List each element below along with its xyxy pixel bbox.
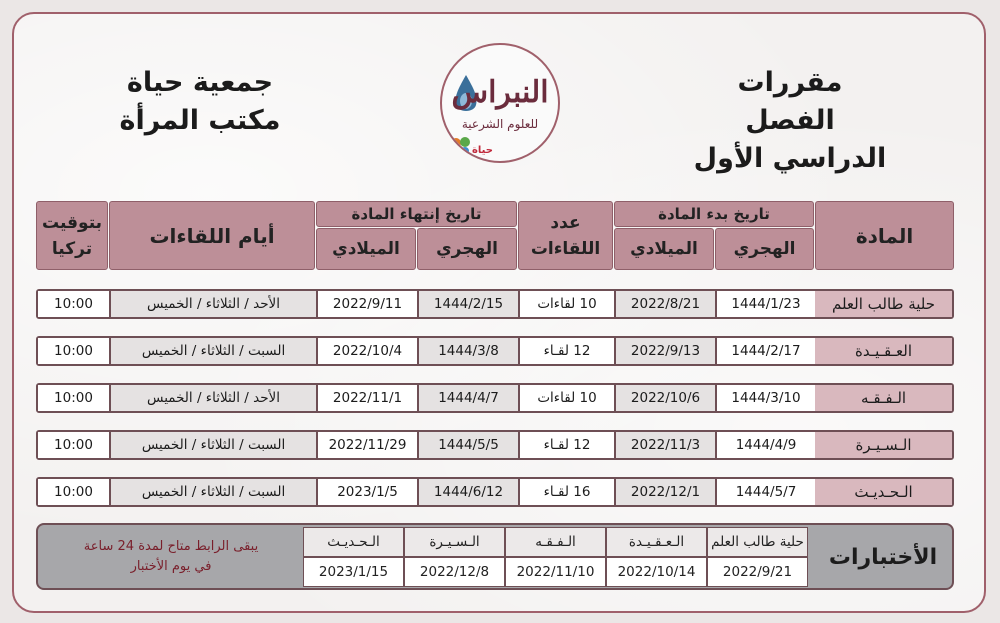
header-start-group: تاريخ بدء المادة — [614, 201, 814, 227]
cell-start-hijri: 1444/4/9 — [715, 432, 815, 458]
cell-count: 12 لقـاء — [518, 338, 614, 364]
cell-days: السبت / الثلاثاء / الخميس — [109, 432, 316, 458]
header-start-hijri: الهجري — [715, 228, 814, 270]
logo-brand: حياة — [472, 145, 493, 156]
cell-subject: حلية طالب العلم — [815, 291, 952, 317]
cell-count: 16 لقـاء — [518, 479, 614, 505]
cell-start-greg: 2022/10/6 — [614, 385, 715, 411]
cell-time: 10:00 — [38, 338, 109, 364]
header-start-greg: الميلادي — [614, 228, 714, 270]
exam-subject: الـحـديـث — [303, 527, 404, 557]
cell-time: 10:00 — [38, 479, 109, 505]
logo — [440, 43, 560, 163]
header-end-greg: الميلادي — [316, 228, 416, 270]
cell-start-hijri: 1444/1/23 — [715, 291, 815, 317]
cell-end-greg: 2023/1/5 — [316, 479, 417, 505]
cell-start-hijri: 1444/5/7 — [715, 479, 815, 505]
cell-start-greg: 2022/9/13 — [614, 338, 715, 364]
cell-start-greg: 2022/12/1 — [614, 479, 715, 505]
cell-subject: العـقـيـدة — [815, 338, 952, 364]
cell-days: السبت / الثلاثاء / الخميس — [109, 479, 316, 505]
header-time — [36, 201, 108, 270]
cell-time: 10:00 — [38, 432, 109, 458]
cell-start-greg: 2022/8/21 — [614, 291, 715, 317]
exam-date: 2022/12/8 — [404, 557, 505, 587]
header-time-line2: تركيا — [51, 238, 93, 259]
exam-date: 2022/11/10 — [505, 557, 606, 587]
exam-date: 2022/10/14 — [606, 557, 707, 587]
organization-line1: جمعية حياة — [126, 67, 274, 98]
cell-end-hijri: 1444/6/12 — [417, 479, 518, 505]
exam-date: 2023/1/15 — [303, 557, 404, 587]
cell-end-hijri: 1444/5/5 — [417, 432, 518, 458]
exams-note-line1: يبقى الرابط متاح لمدة 24 ساعة — [83, 539, 259, 554]
cell-days: الأحد / الثلاثاء / الخميس — [109, 291, 316, 317]
logo-title: النبراس — [451, 75, 549, 110]
exam-date: 2022/9/21 — [707, 557, 808, 587]
exam-subject: الـفـقـه — [505, 527, 606, 557]
cell-end-hijri: 1444/3/8 — [417, 338, 518, 364]
semester-title-line2: الدراسي الأول — [693, 143, 887, 174]
cell-end-greg: 2022/10/4 — [316, 338, 417, 364]
semester-title — [690, 64, 890, 178]
cell-end-greg: 2022/11/29 — [316, 432, 417, 458]
cell-time: 10:00 — [38, 385, 109, 411]
cell-subject: الـحـديـث — [815, 479, 952, 505]
cell-days: الأحد / الثلاثاء / الخميس — [109, 385, 316, 411]
cell-days: السبت / الثلاثاء / الخميس — [109, 338, 316, 364]
header-days: أيام اللقاءات — [109, 201, 315, 270]
exams-title: الأختبارات — [828, 544, 938, 570]
cell-end-hijri: 1444/4/7 — [417, 385, 518, 411]
cell-start-greg: 2022/11/3 — [614, 432, 715, 458]
header-count-line2: اللقاءات — [530, 238, 601, 259]
header-end-hijri: الهجري — [417, 228, 517, 270]
exam-subject: الـسـيـرة — [404, 527, 505, 557]
semester-title-line1: مقررات الفصل — [737, 67, 843, 136]
header-subject: المادة — [815, 201, 954, 270]
logo-subtitle: للعلوم الشرعية — [461, 117, 539, 131]
exam-subject: حلية طالب العلم — [707, 527, 808, 557]
header-end-group: تاريخ إنتهاء المادة — [316, 201, 517, 227]
cell-end-hijri: 1444/2/15 — [417, 291, 518, 317]
cell-end-greg: 2022/9/11 — [316, 291, 417, 317]
cell-count: 10 لقاءات — [518, 385, 614, 411]
exam-subject: الـعـقـيـدة — [606, 527, 707, 557]
cell-count: 10 لقاءات — [518, 291, 614, 317]
cell-start-hijri: 1444/2/17 — [715, 338, 815, 364]
header-time-line1: بتوقيت — [41, 212, 103, 233]
cell-start-hijri: 1444/3/10 — [715, 385, 815, 411]
cell-subject: الـسـيـرة — [815, 432, 952, 458]
header-count — [518, 201, 613, 270]
exams-note — [40, 527, 302, 587]
exams-note-line2: في يوم الأختبار — [130, 559, 212, 574]
organization-line2: مكتب المرأة — [119, 105, 281, 136]
organization-name — [100, 64, 300, 140]
butterfly-icon — [450, 137, 472, 157]
cell-count: 12 لقـاء — [518, 432, 614, 458]
cell-time: 10:00 — [38, 291, 109, 317]
cell-end-greg: 2022/11/1 — [316, 385, 417, 411]
cell-subject: الـفـقـه — [815, 385, 952, 411]
header-count-line1: عدد — [550, 212, 581, 233]
